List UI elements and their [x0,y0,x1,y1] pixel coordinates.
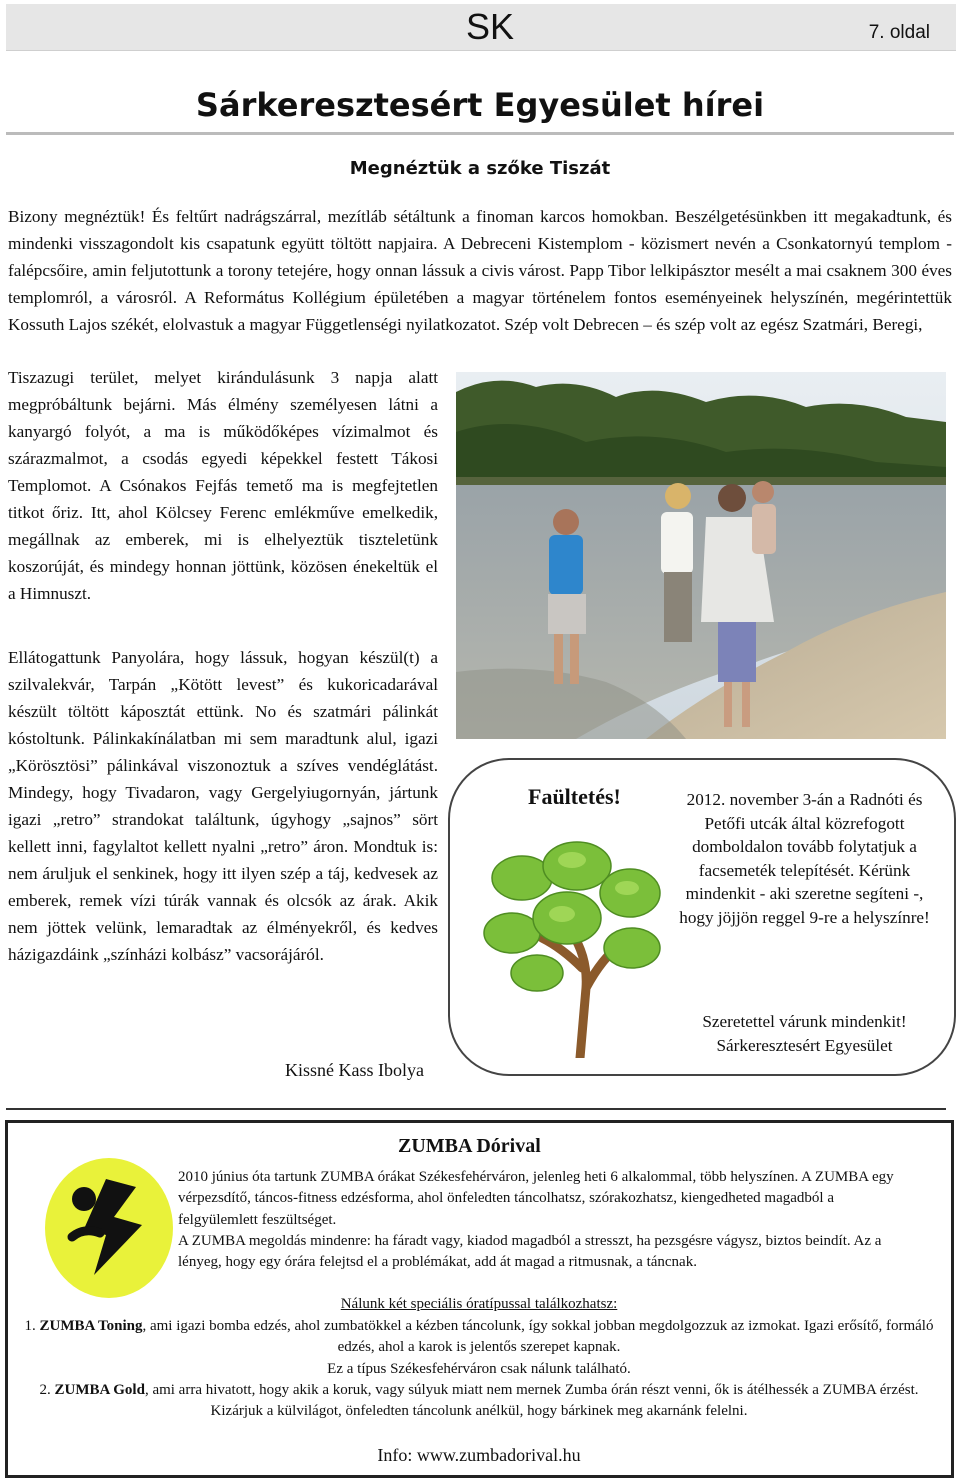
zumba-info-link[interactable]: Info: www.zumbadorival.hu [377,1445,581,1465]
notice-signature [672,1010,937,1057]
article-title: Megnéztük a szőke Tiszát [349,158,611,179]
zumba-item1-number: 1. [24,1318,36,1334]
notice-text: 2012. november 3-án a Radnóti és Petőfi utcák által közrefogott domboldalon tovább folytatjuk a facsemeték telepítését. Kérünk mindenkit - aki szeretne segíteni -, hogy jöjjön reggel 9-re a helyszínre! [679,790,930,927]
zumba-item1-name: ZUMBA Toning [39,1318,143,1334]
zumba-item2-text: , ami arra hivatott, hogy akik a koruk, vagy súlyuk miatt nem mernek Zumba órán részt venni, ők is átélhessék a ZUMBA érzést. Kizárjuk a külvilágot, önfeledten táncolunk anélkül, hogy bárkinek meg akarnánk felelni. [144,1382,919,1420]
page-number: 7. oldal [868,22,930,43]
article-paragraph-tour: Tiszazugi terület, melyet kirándulásunk 3 napja alatt megpróbáltunk bejárni. Más élmény személyesen látni a kanyargó folyót, a ma is működőképes vízimalmot és szárazmalmot, a csodás egyedi képekkel festett Tákosi Templomot. A Csónakos Fejfás temető ma is megfejtetlen titkot őriz. Itt, ahol Kölcsey Ferenc emlékműve emelkedik, megállnak az emberek, mi is elhelyeztük tiszteletünk koszorúját, és mindegy honnan jöttünk, közösen énekeltük el a Himnuszt. [8,368,438,603]
zumba-item-toning [20,1316,938,1380]
river-photo [456,372,946,739]
zumba-item-gold [20,1380,938,1423]
article-author: Kissné Kass Ibolya [285,1060,424,1080]
zumba-item2-number: 2. [39,1382,51,1398]
zumba-logo [44,1157,174,1299]
zumba-item2-name: ZUMBA Gold [54,1382,145,1398]
notice-sign-line1: Szeretettel várunk mindenkit! [702,1012,907,1031]
article-paragraph-intro: Bizony megnéztük! És feltűrt nadrágszárral, mezítláb sétáltunk a finoman karcos homokban. Beszélgetésünkben itt megakadtunk, és mindenki visszagondolt kis csapatunk együtt töltött napjaira. A Debreceni Kistemplom - közismert nevén a Csonkatornyú templom - falépcsőire, amin feljutottunk a torony tetejére, hogy onnan lássuk a civis várost. Papp Tibor lelkipásztor mesélt a mai csaknem 300 éves templomról, a városról. A Református Kollégium épületében a magyar történelem fontos eseményeinek helyszínén, megérintettük Kossuth Lajos székét, elolvastuk a magyar Függetlenségi nyilatkozatot. Szép volt Debrecen – és szép volt az egész Szatmári, Beregi, [8,207,952,334]
zumba-intro-2: A ZUMBA megoldás mindenre: ha fáradt vagy, kiadod magadból a stresszt, ha pezsgésre vágysz, biztos beindít. Az a lényeg, hogy egy órára felejtsd el a problémákat, add át magad a ritmusnak, a táncnak. [178,1232,882,1271]
section-separator [6,1108,946,1110]
title-divider [6,132,954,135]
article-paragraph-visit: Ellátogattunk Panyolára, hogy lássuk, hogyan készül(t) a szilvalekvár, Tarpán „Kötött levest” és kukoricadarával készült töltött káposztát ettünk. No és szatmári pálinkát kóstoltunk. Pálinkakínálatban mi sem maradtunk alul, igazi „Körösztösi” pálinkával viszonoztuk a szíves vendéglátást. Mindegy, hogy Tivadaron, vagy Gergelyiugornyán, jártunk igazi „retro” strandokat találtunk, úgyhogy „sajnos” sört kellett inni, fagylaltot kellett nyalni „retro” áron. Mondtuk is: nem áruljuk el senkinek, hogy itt ilyen szép a táj, kedvesek az emberek, remek vízi túrák vannak és olcsók az árak. Akik nem jöttek velünk, lemaradtak az élményekről, és kedves házigazdáink „színházi kolbász” vacsorájáról. [8,648,438,964]
notice-sign-line2: Sárkeresztesért Egyesület [716,1035,893,1055]
zumba-intro [178,1167,908,1273]
notice-title: Faültetés! [528,784,621,809]
zumba-item1-text: , ami igazi bomba edzés, ahol zumbatökkel a kézben táncolunk, így sokkal jobban megdolgozzuk az izmokat. Igazi erősítő, formáló edzés, ahol a karok is jelentős szerepet kapnak. [142,1318,934,1356]
section-title: Sárkeresztesért Egyesület hírei [195,86,765,124]
tree-illustration [482,838,664,1058]
zumba-item1-note: Ez a típus Székesfehérváron csak nálunk található. [327,1360,631,1377]
zumba-title: ZUMBA Dórival [398,1135,541,1157]
header-title: SK [465,6,515,47]
zumba-offer-heading: Nálunk két speciális óratípussal találkozhatsz: [340,1296,618,1312]
zumba-intro-1: 2010 június óta tartunk ZUMBA órákat Székesfehérváron, jelenleg heti 6 alkalommal, több helyszínen. A ZUMBA egy vérpezsdítő, táncos-fitness edzésforma, ahol önfeledten táncolhatsz, szórakozhatsz, kiengedheted magadból a felgyülemlett feszültséget. [178,1169,894,1228]
